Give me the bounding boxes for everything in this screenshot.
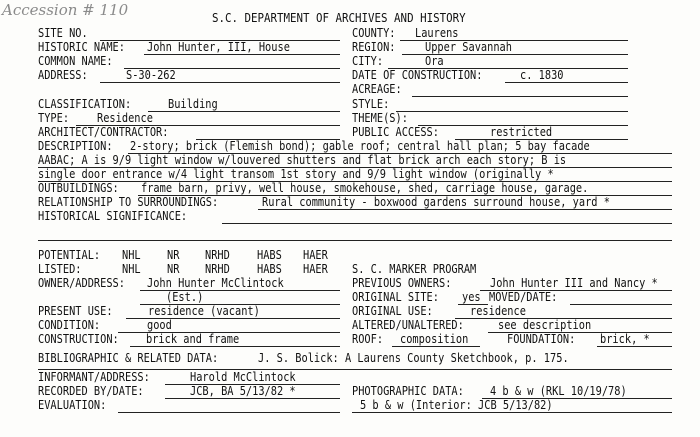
photographic-value-2: 5 b & w (Interior: JCB 5/13/82) xyxy=(360,398,553,412)
historic-name-label: HISTORIC NAME: xyxy=(38,40,125,54)
form-header: S.C. DEPARTMENT OF ARCHIVES AND HISTORY xyxy=(212,11,466,25)
construction-label: CONSTRUCTION: xyxy=(38,332,119,346)
historical-significance-line-2 xyxy=(38,240,672,241)
listed-nr: NR xyxy=(167,262,180,276)
description-label: DESCRIPTION: xyxy=(38,139,113,153)
outbuildings-value: frame barn, privy, well house, smokehouse, shed, carriage house, garage. xyxy=(141,181,589,195)
recorded-by-value: JCB, BA 5/13/82 * xyxy=(190,384,296,398)
original-site-label: ORIGINAL SITE: xyxy=(352,290,439,304)
present-use-label: PRESENT USE: xyxy=(38,304,113,318)
description-line-1: 2-story; brick (Flemish bond); gable roof; central hall plan; 5 bay facade xyxy=(130,139,590,153)
owner-address-label: OWNER/ADDRESS: xyxy=(38,276,125,290)
foundation-label: FOUNDATION: xyxy=(507,332,576,346)
foundation-line xyxy=(597,346,672,347)
photographic-value: 4 b & w (RKL 10/19/78) xyxy=(490,384,627,398)
site-no-label: SITE NO. xyxy=(38,26,88,40)
moved-date-label: MOVED/DATE: xyxy=(489,290,558,304)
bibliographic-label: BIBLIOGRAPHIC & RELATED DATA: xyxy=(38,351,219,365)
themes-label: THEME(S): xyxy=(352,111,408,125)
city-value: Ora xyxy=(425,54,444,68)
previous-owners-label: PREVIOUS OWNERS: xyxy=(352,276,452,290)
historical-significance-label: HISTORICAL SIGNIFICANCE: xyxy=(38,209,188,223)
handwritten-accession-note: Accession # 110 xyxy=(2,1,129,19)
classification-value: Building xyxy=(168,97,218,111)
potential-label: POTENTIAL: xyxy=(38,248,101,262)
type-value: Residence xyxy=(97,111,153,125)
owner-est-value: (Est.) xyxy=(166,290,204,304)
photographic-label: PHOTOGRAPHIC DATA: xyxy=(352,384,464,398)
roof-label: ROOF: xyxy=(352,332,384,346)
potential-habs: HABS xyxy=(257,248,282,262)
owner-address-value: John Hunter McClintock xyxy=(147,276,284,290)
relationship-line xyxy=(258,209,672,210)
architect-label: ARCHITECT/CONTRACTOR: xyxy=(38,125,169,139)
roof-value: composition xyxy=(400,332,469,346)
altered-value: see description xyxy=(498,318,592,332)
acreage-label: ACREAGE: xyxy=(352,82,402,96)
region-value: Upper Savannah xyxy=(425,40,512,54)
classification-label: CLASSIFICATION: xyxy=(38,97,132,111)
listed-nhl: NHL xyxy=(122,262,141,276)
previous-owners-value: John Hunter III and Nancy * xyxy=(490,276,658,290)
historical-significance-line-1 xyxy=(222,223,672,224)
potential-haer: HAER xyxy=(303,248,328,262)
date-construction-label: DATE OF CONSTRUCTION: xyxy=(352,68,483,82)
style-line xyxy=(396,111,628,112)
relationship-value: Rural community - boxwood gardens surround house, yard * xyxy=(262,195,610,209)
public-access-value: restricted xyxy=(490,125,553,139)
recorded-by-label: RECORDED BY/DATE: xyxy=(38,384,144,398)
style-label: STYLE: xyxy=(352,97,390,111)
potential-nrhd: NRHD xyxy=(205,248,230,262)
outbuildings-label: OUTBUILDINGS: xyxy=(38,181,119,195)
potential-nr: NR xyxy=(167,248,180,262)
description-line-3: single door entrance w/4 light transom 1st story and 9/9 light window (originally * xyxy=(38,167,554,181)
address-label: ADDRESS: xyxy=(38,68,88,82)
common-name-label: COMMON NAME: xyxy=(38,54,113,68)
potential-nhl: NHL xyxy=(122,248,141,262)
original-use-label: ORIGINAL USE: xyxy=(352,304,433,318)
description-line-2: AABAC; A is 9/9 light window w/louvered shutters and flat brick arch each story; B is xyxy=(38,153,567,167)
type-label: TYPE: xyxy=(38,111,70,125)
present-use-value: residence (vacant) xyxy=(148,304,260,318)
altered-label: ALTERED/UNALTERED: xyxy=(352,318,464,332)
evaluation-line xyxy=(118,412,340,413)
address-line xyxy=(100,82,340,83)
public-access-label: PUBLIC ACCESS: xyxy=(352,125,439,139)
roof-line xyxy=(392,346,480,347)
original-use-value: residence xyxy=(470,304,526,318)
address-value: S-30-262 xyxy=(126,68,176,82)
original-site-value: yes xyxy=(462,290,481,304)
listed-nrhd: NRHD xyxy=(205,262,230,276)
listed-haer: HAER xyxy=(303,262,328,276)
construction-line xyxy=(130,346,340,347)
bibliographic-value: J. S. Bolick: A Laurens County Sketchbook, p. 175. xyxy=(258,351,569,365)
informant-label: INFORMANT/ADDRESS: xyxy=(38,370,150,384)
listed-label: LISTED: xyxy=(38,262,82,276)
foundation-value: brick, * xyxy=(600,332,650,346)
county-value: Laurens xyxy=(415,26,459,40)
evaluation-label: EVALUATION: xyxy=(38,398,107,412)
county-label: COUNTY: xyxy=(352,26,396,40)
construction-value: brick and frame xyxy=(146,332,240,346)
date-construction-line xyxy=(505,82,628,83)
condition-value: good xyxy=(147,318,172,332)
condition-label: CONDITION: xyxy=(38,318,101,332)
historic-name-value: John Hunter, III, House xyxy=(147,40,290,54)
region-label: REGION: xyxy=(352,40,396,54)
listed-habs: HABS xyxy=(257,262,282,276)
marker-program-label: S. C. MARKER PROGRAM xyxy=(352,262,477,276)
acreage-line xyxy=(412,96,628,97)
relationship-label: RELATIONSHIP TO SURROUNDINGS: xyxy=(38,195,219,209)
city-label: CITY: xyxy=(352,54,384,68)
date-construction-value: c. 1830 xyxy=(520,68,564,82)
recorded-by-line xyxy=(165,398,340,399)
informant-value: Harold McClintock xyxy=(190,370,296,384)
historic-name-line xyxy=(144,54,340,55)
moved-date-line xyxy=(570,304,672,305)
classification-line xyxy=(148,111,340,112)
photographic-line-2 xyxy=(352,412,672,413)
